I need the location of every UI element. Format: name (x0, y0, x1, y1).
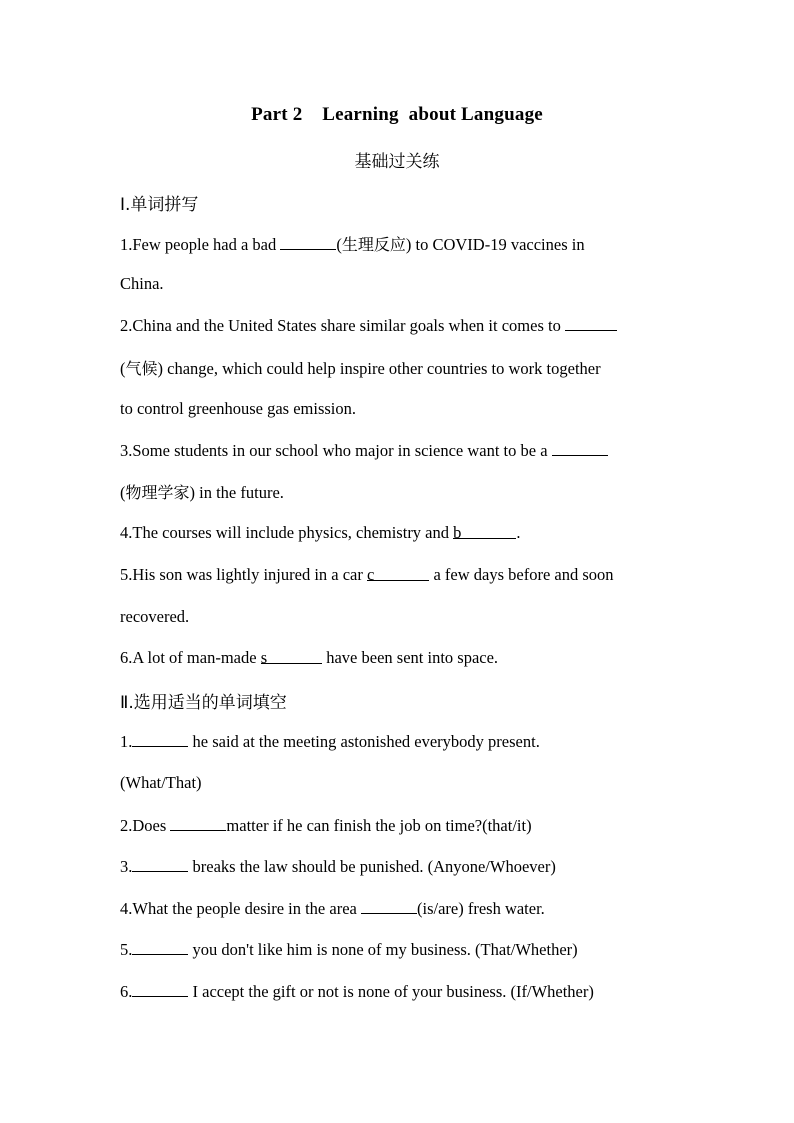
spelling-question-3: 3.Some students in our school who major in science want to be a (120, 440, 680, 461)
spelling-question-1: 1.Few people had a bad (生理反应) to COVID-19 vaccines in (120, 235, 585, 254)
answer-blank[interactable]: s (261, 648, 322, 664)
spelling-question-2-cont: (气候) change, which could help inspire other countries to work together (120, 359, 601, 378)
answer-blank[interactable] (565, 315, 617, 331)
section-heading-fill-in: Ⅱ.选用适当的单词填空 (120, 693, 287, 713)
fill-question-4: 4.What the people desire in the area (is/are) fresh water. (120, 899, 545, 918)
spelling-question-5-cont: recovered. (120, 607, 190, 626)
page-title: Part 2 Learning about Language (251, 104, 543, 125)
spelling-question-5: 5.His son was lightly injured in a car c a few days before and soon (120, 565, 614, 584)
fill-question-1-cont: (What/That) (120, 773, 202, 792)
spelling-question-3-cont: (物理学家) in the future. (120, 483, 284, 502)
fill-question-3: 3. breaks the law should be punished. (Anyone/Whoever) (120, 857, 556, 876)
answer-blank[interactable]: b (453, 523, 516, 539)
spelling-question-6: 6.A lot of man-made s have been sent into space. (120, 648, 499, 667)
answer-blank[interactable] (170, 815, 226, 831)
answer-blank[interactable] (132, 731, 188, 747)
spelling-question-4: 4.The courses will include physics, chemistry and b . (120, 523, 521, 542)
page-subtitle: 基础过关练 (354, 152, 440, 172)
answer-blank[interactable] (132, 981, 188, 997)
answer-blank[interactable] (552, 440, 608, 456)
fill-question-2: 2.Does matter if he can finish the job on time?(that/it) (120, 816, 532, 835)
section-heading-spelling: Ⅰ.单词拼写 (120, 195, 199, 215)
answer-blank[interactable] (132, 939, 188, 955)
spelling-question-1-cont: China. (120, 274, 164, 293)
spelling-question-2-cont2: to control greenhouse gas emission. (120, 399, 356, 418)
fill-question-1: 1. he said at the meeting astonished everybody present. (120, 732, 540, 751)
fill-question-6: 6. I accept the gift or not is none of your business. (If/Whether) (120, 982, 594, 1001)
fill-question-5: 5. you don't like him is none of my business. (That/Whether) (120, 940, 578, 959)
spelling-question-2: 2.China and the United States share similar goals when it comes to (120, 315, 680, 336)
answer-blank[interactable]: c (367, 565, 429, 581)
answer-blank[interactable] (132, 856, 188, 872)
answer-blank[interactable] (361, 898, 417, 914)
answer-blank[interactable] (280, 234, 336, 250)
